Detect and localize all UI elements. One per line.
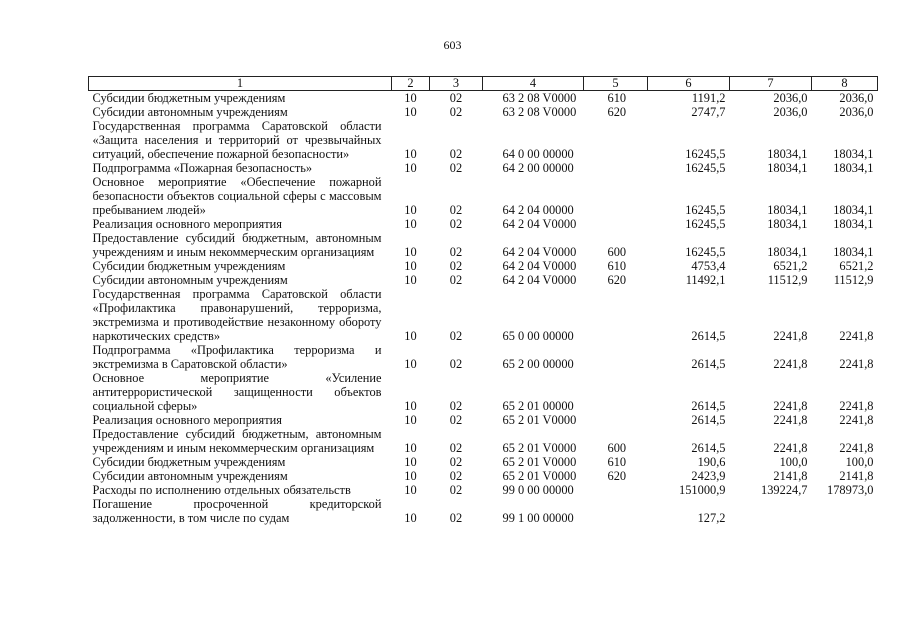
amount-col6: 2423,9 xyxy=(691,469,726,483)
target-article-code: 64 2 00 00000 xyxy=(502,161,574,175)
amount-col6: 2614,5 xyxy=(691,399,726,413)
expense-type-code xyxy=(584,119,648,161)
section-code: 10 xyxy=(404,329,417,343)
target-article-code: 65 2 01 V0000 xyxy=(502,441,577,455)
amount-col6: 11492,1 xyxy=(685,273,726,287)
amount-col8: 18034,1 xyxy=(833,147,874,161)
table-row xyxy=(89,231,878,259)
subsection-code: 02 xyxy=(449,105,463,119)
subsection-code: 02 xyxy=(449,161,463,175)
table-row xyxy=(89,91,878,106)
amount-col8: 2036,0 xyxy=(839,91,874,105)
expense-type-code: 600 xyxy=(607,441,627,455)
subsection-code: 02 xyxy=(449,455,463,469)
amount-col7: 100,0 xyxy=(779,455,808,469)
subsection-code: 02 xyxy=(449,273,463,287)
target-article-code: 65 2 00 00000 xyxy=(502,357,574,371)
expense-type-code: 620 xyxy=(607,273,627,287)
amount-col6: 4753,4 xyxy=(691,259,726,273)
target-article-code: 64 2 04 V0000 xyxy=(502,259,577,273)
amount-col7: 6521,2 xyxy=(773,259,808,273)
row-name: Субсидии автономным учреждениям xyxy=(92,273,288,287)
amount-col8 xyxy=(812,497,878,525)
subsection-code: 02 xyxy=(449,357,463,371)
amount-col6: 190,6 xyxy=(697,455,726,469)
amount-col8: 178973,0 xyxy=(827,483,874,497)
table-row xyxy=(89,483,878,497)
page-number: 603 xyxy=(443,38,462,52)
amount-col7: 18034,1 xyxy=(767,203,808,217)
amount-col8: 18034,1 xyxy=(833,203,874,217)
table-row xyxy=(89,161,878,175)
section-code: 10 xyxy=(404,217,417,231)
table-row xyxy=(89,427,878,455)
amount-col6: 127,2 xyxy=(697,511,726,525)
amount-col8: 2241,8 xyxy=(839,357,874,371)
section-code: 10 xyxy=(404,273,417,287)
amount-col6: 16245,5 xyxy=(685,161,726,175)
expense-type-code xyxy=(584,287,648,343)
amount-col7: 18034,1 xyxy=(767,217,808,231)
table-row xyxy=(89,371,878,413)
amount-col6: 151000,9 xyxy=(679,483,726,497)
amount-col7: 2241,8 xyxy=(773,357,808,371)
amount-col8: 11512,9 xyxy=(833,273,874,287)
expense-type-code xyxy=(584,217,648,231)
row-name: Расходы по исполнению отдельных обязательств xyxy=(92,483,351,497)
amount-col7: 139224,7 xyxy=(761,483,808,497)
amount-col7: 2241,8 xyxy=(773,399,808,413)
amount-col6: 16245,5 xyxy=(685,217,726,231)
section-code: 10 xyxy=(404,455,417,469)
table-row xyxy=(89,413,878,427)
section-code: 10 xyxy=(404,259,417,273)
table-row xyxy=(89,469,878,483)
amount-col7 xyxy=(730,497,812,525)
amount-col6: 1191,2 xyxy=(691,91,726,105)
subsection-code: 02 xyxy=(449,203,463,217)
amount-col7: 18034,1 xyxy=(767,161,808,175)
amount-col8: 2241,8 xyxy=(839,441,874,455)
table-body xyxy=(89,91,878,526)
row-name: Субсидии автономным учреждениям xyxy=(92,469,288,483)
amount-col8: 2241,8 xyxy=(839,399,874,413)
subsection-code: 02 xyxy=(449,147,463,161)
amount-col8: 2141,8 xyxy=(839,469,874,483)
amount-col8: 18034,1 xyxy=(833,161,874,175)
row-name: Подпрограмма «Пожарная безопасность» xyxy=(92,161,313,175)
row-name: Субсидии бюджетным учреждениям xyxy=(92,259,286,273)
table-row xyxy=(89,343,878,371)
row-name: Государственная программа Саратовской области «Профилактика правонарушений, терроризма, экстремизма и противодействие незаконному обороту наркотических средств» xyxy=(92,287,382,343)
target-article-code: 64 2 04 00000 xyxy=(502,203,574,217)
row-name: Субсидии бюджетным учреждениям xyxy=(92,91,286,105)
target-article-code: 65 0 00 00000 xyxy=(502,329,574,343)
section-code: 10 xyxy=(404,399,417,413)
subsection-code: 02 xyxy=(449,469,463,483)
subsection-code: 02 xyxy=(449,259,463,273)
table-row xyxy=(89,287,878,343)
subsection-code: 02 xyxy=(449,413,463,427)
amount-col6: 2614,5 xyxy=(691,413,726,427)
target-article-code: 64 2 04 V0000 xyxy=(502,245,577,259)
amount-col7: 2141,8 xyxy=(773,469,808,483)
column-header-7: 7 xyxy=(730,77,812,91)
section-code: 10 xyxy=(404,91,417,105)
row-name: Предоставление субсидий бюджетным, автономным учреждениям и иным некоммерческим организациям xyxy=(92,427,382,455)
section-code: 10 xyxy=(404,203,417,217)
section-code: 10 xyxy=(404,245,417,259)
target-article-code: 64 0 00 00000 xyxy=(502,147,574,161)
row-name: Субсидии автономным учреждениям xyxy=(92,105,288,119)
row-name: Подпрограмма «Профилактика терроризма и экстремизма в Саратовской области» xyxy=(92,343,382,371)
column-header-2: 2 xyxy=(392,77,430,91)
section-code: 10 xyxy=(404,147,417,161)
amount-col8: 2241,8 xyxy=(839,413,874,427)
section-code: 10 xyxy=(404,357,417,371)
table-row xyxy=(89,259,878,273)
target-article-code: 65 2 01 V0000 xyxy=(502,455,577,469)
table-row xyxy=(89,273,878,287)
table-row xyxy=(89,175,878,217)
column-header-4: 4 xyxy=(483,77,584,91)
amount-col8: 18034,1 xyxy=(833,217,874,231)
amount-col6: 16245,5 xyxy=(685,203,726,217)
table-row xyxy=(89,497,878,525)
row-name: Основное мероприятие «Обеспечение пожарной безопасности объектов социальной сферы с массовым пребыванием людей» xyxy=(92,175,382,217)
subsection-code: 02 xyxy=(449,217,463,231)
amount-col6: 2614,5 xyxy=(691,357,726,371)
expense-type-code: 610 xyxy=(607,91,627,105)
amount-col7: 18034,1 xyxy=(767,245,808,259)
amount-col6: 16245,5 xyxy=(685,245,726,259)
expense-type-code: 610 xyxy=(607,455,627,469)
column-header-1: 1 xyxy=(89,77,392,91)
amount-col8: 18034,1 xyxy=(833,245,874,259)
subsection-code: 02 xyxy=(449,91,463,105)
row-name: Погашение просроченной кредиторской задолженности, в том числе по судам xyxy=(92,497,382,525)
target-article-code: 99 1 00 00000 xyxy=(502,511,574,525)
table-row xyxy=(89,105,878,119)
table-row xyxy=(89,217,878,231)
section-code: 10 xyxy=(404,413,417,427)
expense-type-code xyxy=(584,497,648,525)
amount-col7: 2241,8 xyxy=(773,441,808,455)
target-article-code: 64 2 04 V0000 xyxy=(502,273,577,287)
amount-col7: 11512,9 xyxy=(767,273,808,287)
row-name: Реализация основного мероприятия xyxy=(92,413,282,427)
table-row xyxy=(89,119,878,161)
row-name: Субсидии бюджетным учреждениям xyxy=(92,455,286,469)
expense-type-code: 600 xyxy=(607,245,627,259)
table-row xyxy=(89,455,878,469)
subsection-code: 02 xyxy=(449,399,463,413)
target-article-code: 63 2 08 V0000 xyxy=(502,91,577,105)
expense-type-code xyxy=(584,483,648,497)
amount-col6: 2614,5 xyxy=(691,329,726,343)
amount-col6: 2747,7 xyxy=(691,105,726,119)
expense-type-code: 620 xyxy=(607,105,627,119)
expense-type-code xyxy=(584,413,648,427)
column-header-3: 3 xyxy=(430,77,483,91)
row-name: Государственная программа Саратовской области «Защита населения и территорий от чрезвычайных ситуаций, обеспечение пожарной безопасности» xyxy=(92,119,382,161)
target-article-code: 63 2 08 V0000 xyxy=(502,105,577,119)
section-code: 10 xyxy=(404,105,417,119)
amount-col7: 18034,1 xyxy=(767,147,808,161)
amount-col7: 2241,8 xyxy=(773,329,808,343)
amount-col8: 100,0 xyxy=(845,455,874,469)
amount-col8: 2036,0 xyxy=(839,105,874,119)
subsection-code: 02 xyxy=(449,329,463,343)
amount-col6: 2614,5 xyxy=(691,441,726,455)
subsection-code: 02 xyxy=(449,511,463,525)
row-name: Предоставление субсидий бюджетным, автономным учреждениям и иным некоммерческим организациям xyxy=(92,231,382,259)
column-header-6: 6 xyxy=(648,77,730,91)
section-code: 10 xyxy=(404,161,417,175)
target-article-code: 65 2 01 V0000 xyxy=(502,469,577,483)
expense-type-code xyxy=(584,161,648,175)
amount-col6: 16245,5 xyxy=(685,147,726,161)
section-code: 10 xyxy=(404,441,417,455)
amount-col8: 6521,2 xyxy=(839,259,874,273)
section-code: 10 xyxy=(404,483,417,497)
target-article-code: 64 2 04 V0000 xyxy=(502,217,577,231)
target-article-code: 65 2 01 V0000 xyxy=(502,413,577,427)
table-header xyxy=(89,77,878,91)
subsection-code: 02 xyxy=(449,483,463,497)
subsection-code: 02 xyxy=(449,441,463,455)
section-code: 10 xyxy=(404,511,417,525)
budget-table xyxy=(88,76,878,525)
expense-type-code: 610 xyxy=(607,259,627,273)
amount-col7: 2036,0 xyxy=(773,91,808,105)
amount-col7: 2241,8 xyxy=(773,413,808,427)
expense-type-code xyxy=(584,343,648,371)
column-header-8: 8 xyxy=(812,77,878,91)
row-name: Реализация основного мероприятия xyxy=(92,217,282,231)
amount-col7: 2036,0 xyxy=(773,105,808,119)
section-code: 10 xyxy=(404,469,417,483)
expense-type-code: 620 xyxy=(607,469,627,483)
target-article-code: 99 0 00 00000 xyxy=(502,483,574,497)
expense-type-code xyxy=(584,371,648,413)
row-name: Основное мероприятие «Усиление антитеррористической защищенности объектов социальной сферы» xyxy=(92,371,382,413)
column-header-5: 5 xyxy=(584,77,648,91)
expense-type-code xyxy=(584,175,648,217)
subsection-code: 02 xyxy=(449,245,463,259)
amount-col8: 2241,8 xyxy=(839,329,874,343)
target-article-code: 65 2 01 00000 xyxy=(502,399,574,413)
